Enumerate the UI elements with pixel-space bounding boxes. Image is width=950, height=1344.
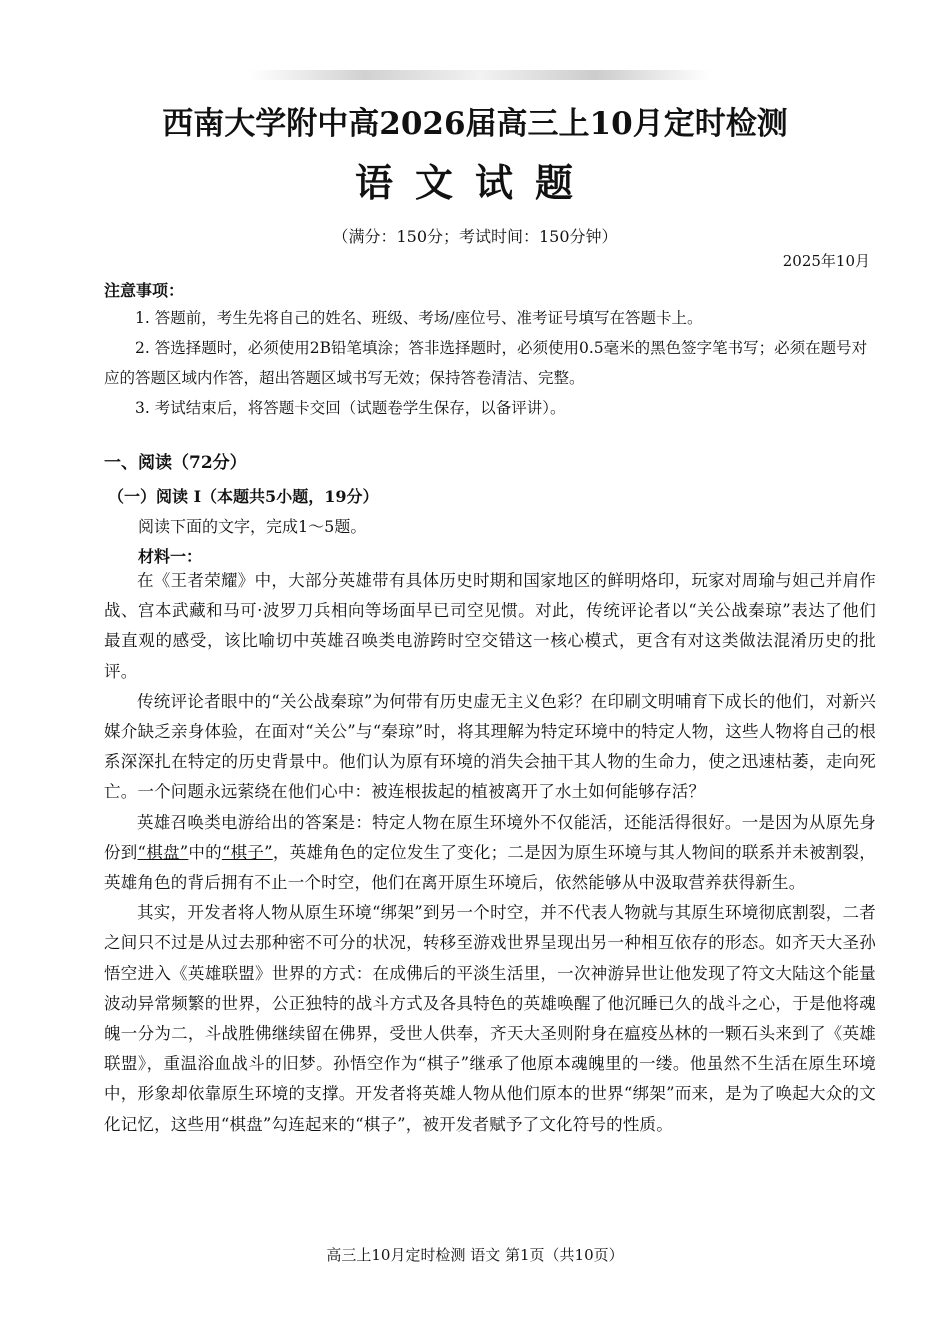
section-heading: 一、阅读（72分） <box>104 453 247 473</box>
exam-date: 2025年10月 <box>782 252 870 270</box>
paragraph-text: ，英雄角色的定位发生了变化；二是因为原生环境与其人物间的联系并未被割裂，英雄角色的背后拥有不止一个时空，他们在离开原生环境后，依然能够从中汲取营养获得新生。 <box>104 842 877 893</box>
underlined-term-piece: “棋子” <box>221 842 273 862</box>
paragraph: 在《王者荣耀》中，大部分英雄带有具体历史时期和国家地区的鲜明烙印，玩家对周瑜与妲己并肩作战、宫本武藏和马可·波罗刀兵相向等场面早已司空见惯。对此，传统评论者以“关公战秦琼”表达了他们最直观的感受，该比喻切中英雄召唤类电游跨时空交错这一核心模式，更含有对这类做法混淆历史的批评。 <box>104 571 876 681</box>
notice-heading: 注意事项： <box>104 281 185 300</box>
underlined-term-board: “棋盘” <box>137 842 189 862</box>
exam-title: 西南大学附中高2026届高三上10月定时检测 <box>162 106 788 142</box>
scan-smudge <box>250 70 710 80</box>
notice-item: 1. 答题前，考生先将自己的姓名、班级、考场/座位号、准考证号填写在答题卡上。 <box>135 309 703 327</box>
paragraph: 其实，开发者将人物从原生环境“绑架”到另一个时空，并不代表人物就与其原生环境彻底割裂，二者之间只不过是从过去那种密不可分的状况，转移至游戏世界呈现出另一种相互依存的形态。如齐天大圣孙悟空进入《英雄联盟》世界的方式：在成佛后的平淡生活里，一次神游异世让他发现了符文大陆这个能量波动异常频繁的世界，公正独特的战斗方式及各具特色的英雄唤醒了他沉睡已久的战斗之心，于是他将魂魄一分为二，斗战胜佛继续留在佛界，受世人供奉，齐天大圣则附身在瘟疫丛林的一颗石头来到了《英雄联盟》，重温浴血战斗的旧梦。孙悟空作为“棋子”继承了他原本魂魄里的一缕。他虽然不生活在原生环境中，形象却依靠原生环境的支撑。开发者将英雄人物从他们原本的世界“绑架”而来，是为了唤起大众的文化记忆，这些用“棋盘”勾连起来的“棋子”，被开发者赋予了文化符号的性质。 <box>104 903 876 1134</box>
subsection-heading: （一）阅读 I（本题共5小题，19分） <box>108 487 379 506</box>
notice-item: 2. 答选择题时，必须使用2B铅笔填涂；答非选择题时，必须使用0.5毫米的黑色签字笔书写；必须在题号对应的答题区域内作答，超出答题区域书写无效；保持答卷清洁、完整。 <box>104 339 868 387</box>
notice-list <box>104 303 874 423</box>
paragraph-text: 英雄召唤类电游给出的答案是：特定人物在原生环境外不仅能活，还能活得很好。一是因为从原先身份到 <box>104 812 876 862</box>
reading-passage <box>104 566 876 1140</box>
paragraph <box>104 808 876 899</box>
paragraph-text: 中的 <box>188 842 222 862</box>
score-time-line: （满分：150分；考试时间：150分钟） <box>332 227 618 246</box>
notice-item: 3. 考试结束后，将答题卡交回（试题卷学生保存，以备评讲）。 <box>135 399 566 417</box>
subject-title: 语文试题 <box>354 160 595 205</box>
paragraph: 传统评论者眼中的“关公战秦琼”为何带有历史虚无主义色彩？在印刷文明哺育下成长的他们，对新兴媒介缺乏亲身体验，在面对“关公”与“秦琼”时，将其理解为特定环境中的特定人物，这些人物将自己的根系深深扎在特定的历史背景中。他们认为原有环境的消失会抽干其人物的生命力，使之迅速枯萎，走向死亡。一个问题永远萦绕在他们心中：被连根拔起的植被离开了水土如何能够存活？ <box>104 691 876 802</box>
page-footer: 高三上10月定时检测 语文 第1页（共10页） <box>326 1246 624 1264</box>
material-label: 材料一： <box>138 547 203 566</box>
instruction-text: 阅读下面的文字，完成1～5题。 <box>138 517 367 536</box>
